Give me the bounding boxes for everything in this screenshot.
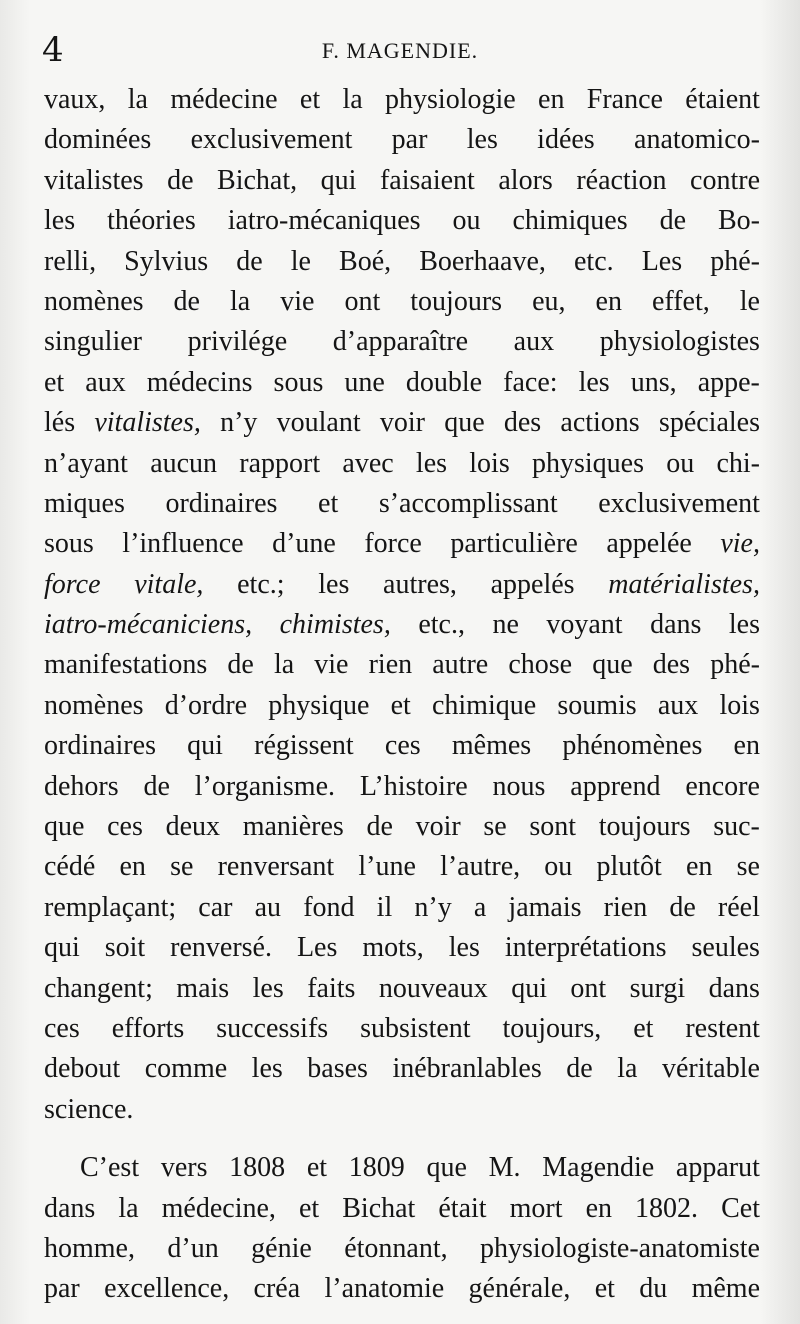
word: excellence, — [104, 1273, 230, 1305]
word: était — [438, 1192, 487, 1224]
word: alors — [498, 164, 553, 196]
word: et — [390, 689, 411, 721]
word: Boé, — [339, 245, 392, 277]
word: vie, — [720, 528, 760, 560]
word: 1802. — [635, 1192, 699, 1224]
word: surgi — [629, 972, 686, 1004]
word: réaction — [576, 164, 667, 196]
word: face: — [503, 366, 558, 398]
word: l’influence — [122, 528, 244, 560]
word: chi- — [716, 447, 760, 479]
word: nous — [492, 770, 546, 802]
word: toujours — [598, 811, 691, 843]
word: voyant — [546, 609, 623, 641]
word: fond — [303, 891, 355, 923]
text-line — [44, 1189, 760, 1229]
word: aucun — [150, 447, 218, 479]
text-line — [44, 1090, 760, 1130]
word: science. — [44, 1093, 134, 1125]
word: vie — [314, 649, 349, 681]
word: l’autre, — [440, 851, 521, 883]
word: vaux, — [44, 84, 106, 115]
word: qui — [44, 932, 80, 964]
word: dans — [44, 1192, 96, 1224]
text-line — [44, 807, 760, 847]
word: les — [415, 447, 448, 479]
word: se — [736, 851, 760, 883]
word: C’est — [80, 1152, 140, 1184]
word: Magendie — [542, 1152, 655, 1184]
word: la — [118, 1192, 139, 1224]
word: véritable — [661, 1053, 760, 1085]
word: en — [585, 1192, 612, 1224]
word: la — [230, 285, 251, 317]
word: et — [306, 1152, 328, 1184]
word: homme, — [44, 1232, 135, 1264]
word: de — [173, 285, 200, 317]
word: chose — [508, 649, 573, 681]
word: de — [227, 649, 254, 681]
word: Bo- — [718, 205, 760, 237]
word: eu, — [532, 285, 566, 317]
word: appelés — [490, 568, 575, 600]
text-line — [44, 363, 760, 403]
word: force — [44, 568, 101, 600]
word: seules — [691, 932, 760, 964]
word: qui — [511, 972, 547, 1004]
word: les — [578, 366, 610, 398]
word: Bichat, — [217, 164, 298, 196]
word: ou — [666, 447, 695, 479]
word: contre — [690, 164, 760, 196]
word: L’histoire — [359, 770, 468, 802]
word: se — [170, 851, 194, 883]
word: faisaient — [379, 164, 475, 196]
word: qui — [320, 164, 357, 196]
word: subsistent — [360, 1012, 471, 1044]
word: double — [405, 366, 483, 398]
word: physiologiste-anatomiste — [480, 1232, 760, 1264]
word: et — [318, 487, 339, 519]
word: de — [167, 164, 194, 196]
word: les — [251, 1053, 283, 1085]
running-head: F. MAGENDIE. — [321, 38, 479, 63]
word: exclusivement — [598, 487, 760, 519]
word: médecins — [146, 366, 253, 398]
word: exclusivement — [190, 124, 353, 156]
word: plutôt — [596, 851, 662, 883]
word: privilége — [187, 326, 288, 358]
word: les — [252, 972, 284, 1004]
word: relli, — [44, 245, 97, 277]
word: en — [538, 84, 565, 115]
word: n’y — [220, 407, 258, 439]
word: de — [566, 1053, 593, 1085]
word: successifs — [216, 1012, 329, 1044]
word: que — [426, 1152, 467, 1184]
word: faits — [307, 972, 356, 1004]
paragraph — [44, 1148, 760, 1310]
word: de — [659, 205, 687, 237]
word: a — [473, 891, 487, 923]
word: ces — [384, 730, 421, 762]
word: voir — [415, 811, 461, 843]
word: et — [594, 1273, 615, 1305]
word: dans — [650, 609, 702, 641]
word: ou — [544, 851, 573, 883]
word: matérialistes, — [608, 568, 760, 600]
word: étaient — [685, 84, 760, 115]
word: n’ayant — [44, 447, 128, 479]
word: les — [466, 124, 498, 156]
word: d’un — [167, 1232, 219, 1264]
word: la — [127, 84, 148, 115]
word: spéciales — [658, 407, 760, 439]
word: manifestations — [44, 649, 208, 681]
word: force — [364, 528, 422, 560]
word: et — [633, 1012, 654, 1044]
word: comme — [144, 1053, 228, 1085]
word: appe- — [697, 366, 760, 398]
word: appelée — [606, 528, 692, 560]
word: aux — [85, 366, 126, 398]
word: 1809 — [348, 1152, 405, 1184]
word: étonnant, — [344, 1232, 448, 1264]
word: bases — [307, 1053, 368, 1085]
word: etc. — [573, 245, 614, 277]
text-line — [44, 645, 760, 685]
word: de — [143, 770, 170, 802]
text-line — [44, 524, 760, 564]
word: rien — [603, 891, 648, 923]
word: manières — [242, 811, 344, 843]
word: avec — [342, 447, 394, 479]
word: Bichat — [342, 1192, 416, 1224]
word: par — [44, 1273, 80, 1305]
word: dehors — [44, 770, 119, 802]
word: les — [44, 205, 76, 237]
word: générale, — [468, 1273, 571, 1305]
word: rien — [368, 649, 413, 681]
word: restent — [685, 1012, 760, 1044]
word: vitalistes, — [94, 407, 201, 439]
word: phénomènes — [562, 730, 703, 762]
paragraph — [44, 80, 760, 1130]
word: de — [669, 891, 696, 923]
word: apprend — [570, 770, 661, 802]
text-line — [44, 201, 760, 241]
word: lois — [719, 689, 760, 721]
word: nouveaux — [378, 972, 488, 1004]
word: l’organisme. — [194, 770, 336, 802]
word: ou — [452, 205, 481, 237]
word: interprétations — [504, 932, 667, 964]
word: s’accomplissant — [378, 487, 558, 519]
word: etc., — [418, 609, 465, 641]
text-line — [44, 484, 760, 524]
word: uns, — [630, 366, 677, 398]
word: aux — [513, 326, 555, 358]
word: etc.; — [237, 568, 285, 600]
word: réel — [717, 891, 760, 923]
text-line — [44, 726, 760, 766]
word: des — [652, 649, 691, 681]
word: effet, — [651, 285, 710, 317]
word: chimiques — [512, 205, 628, 237]
word: et — [299, 84, 321, 115]
word: Boerhaave, — [419, 245, 546, 277]
text-line — [44, 1229, 760, 1269]
word: singulier — [44, 326, 142, 358]
text-line — [44, 888, 760, 928]
word: ces — [107, 811, 143, 843]
text-line — [44, 1148, 760, 1188]
word: une — [344, 366, 385, 398]
word: Les — [641, 245, 683, 277]
word: régissent — [254, 730, 354, 762]
word: nomènes — [44, 689, 144, 721]
word: n’y — [414, 891, 452, 923]
word: car — [198, 891, 233, 923]
text-line — [44, 1009, 760, 1049]
word: l’anatomie — [324, 1273, 445, 1305]
page-header — [40, 30, 760, 70]
text-line — [44, 120, 760, 160]
word: physiques — [531, 447, 644, 479]
text-line — [44, 242, 760, 282]
word: autres, — [383, 568, 457, 600]
word: renversé. — [170, 932, 272, 964]
word: se — [483, 811, 507, 843]
word: médecine, — [161, 1192, 276, 1224]
body-text — [44, 80, 760, 1310]
word: mort — [509, 1192, 563, 1224]
word: efforts — [111, 1012, 185, 1044]
word: génie — [251, 1232, 312, 1264]
word: actions — [560, 407, 640, 439]
word: Les — [296, 932, 338, 964]
word: le — [739, 285, 760, 317]
text-line — [44, 1269, 760, 1309]
text-line — [44, 847, 760, 887]
text-line — [44, 767, 760, 807]
word: toujours, — [502, 1012, 602, 1044]
word: en — [595, 285, 622, 317]
word: 1808 — [229, 1152, 286, 1184]
word: créa — [253, 1273, 301, 1305]
word: de — [366, 811, 393, 843]
word: ne — [492, 609, 519, 641]
word: que — [444, 407, 485, 439]
word: Sylvius — [124, 245, 209, 277]
text-line — [44, 161, 760, 201]
word: chimistes, — [279, 609, 391, 641]
word: mêmes — [451, 730, 532, 762]
text-line — [44, 928, 760, 968]
word: théories — [107, 205, 196, 237]
word: d’ordre — [164, 689, 248, 721]
word: iatro-mécaniques — [227, 205, 421, 237]
word: debout — [44, 1053, 121, 1085]
text-line — [44, 1049, 760, 1089]
word: l’une — [358, 851, 416, 883]
word: inébranlables — [392, 1053, 542, 1085]
word: phé- — [710, 649, 760, 681]
word: aux — [657, 689, 699, 721]
word: et — [44, 366, 65, 398]
word: iatro-mécaniciens, — [44, 609, 253, 641]
word: médecine — [170, 84, 278, 115]
word: vers — [160, 1152, 208, 1184]
word: que — [592, 649, 633, 681]
word: jamais — [508, 891, 582, 923]
word: cédé — [44, 851, 96, 883]
word: lés — [44, 407, 76, 439]
word: vie — [280, 285, 315, 317]
word: les — [728, 609, 760, 641]
word: voir — [379, 407, 425, 439]
word: et — [298, 1192, 320, 1224]
word: vitalistes — [44, 164, 144, 196]
text-line — [44, 686, 760, 726]
word: suc- — [713, 811, 760, 843]
word: la — [273, 649, 295, 681]
word: lois — [469, 447, 510, 479]
word: le — [290, 245, 311, 277]
word: soumis — [557, 689, 637, 721]
word: mots, — [362, 932, 424, 964]
word: sous — [44, 528, 94, 560]
word: en — [685, 851, 713, 883]
word: rapport — [239, 447, 321, 479]
word: que — [44, 811, 85, 843]
word: la — [617, 1053, 638, 1085]
word: qui — [187, 730, 223, 762]
word: autre — [432, 649, 489, 681]
text-line — [44, 605, 760, 645]
word: ces — [44, 1012, 80, 1044]
word: physique — [268, 689, 370, 721]
word: mais — [176, 972, 230, 1004]
word: physiologistes — [599, 326, 760, 358]
page-number: 4 — [42, 30, 64, 70]
word: des — [503, 407, 542, 439]
word: deux — [165, 811, 221, 843]
word: apparut — [675, 1152, 760, 1184]
word: encore — [685, 770, 760, 802]
word: du — [639, 1273, 668, 1305]
word: idées — [537, 124, 595, 156]
word: les — [448, 932, 480, 964]
word: sous — [273, 366, 324, 398]
word: M. — [488, 1152, 521, 1184]
word: d’une — [272, 528, 336, 560]
text-line — [44, 969, 760, 1009]
word: nomènes — [44, 285, 144, 317]
text-line — [44, 403, 760, 443]
word: d’apparaître — [332, 326, 469, 358]
word: renversant — [217, 851, 335, 883]
text-line — [44, 565, 760, 605]
text-line — [44, 80, 760, 120]
word: voulant — [276, 407, 361, 439]
word: dominées — [44, 124, 152, 156]
text-line — [44, 282, 760, 322]
word: il — [376, 891, 393, 923]
text-line — [44, 444, 760, 484]
word: de — [236, 245, 263, 277]
word: au — [254, 891, 282, 923]
word: ordinaires — [44, 730, 156, 762]
word: anatomico- — [634, 124, 760, 156]
word: physiologie — [385, 84, 516, 115]
word: particulière — [450, 528, 578, 560]
word: ordinaires — [165, 487, 278, 519]
word: remplaçant; — [44, 891, 177, 923]
word: par — [391, 124, 428, 156]
word: même — [691, 1273, 760, 1305]
text-line — [44, 322, 760, 362]
word: toujours — [410, 285, 503, 317]
word: sont — [529, 811, 577, 843]
word: soit — [104, 932, 146, 964]
word: ont — [344, 285, 381, 317]
word: France — [586, 84, 663, 115]
word: phé- — [710, 245, 760, 277]
word: dans — [708, 972, 760, 1004]
word: changent; — [44, 972, 153, 1004]
word: en — [733, 730, 760, 762]
word: Cet — [721, 1192, 760, 1224]
word: la — [342, 84, 363, 115]
word: en — [119, 851, 146, 883]
word: les — [318, 568, 350, 600]
word: chimique — [431, 689, 537, 721]
word: miques — [44, 487, 125, 519]
word: ont — [570, 972, 607, 1004]
word: vitale, — [134, 568, 204, 600]
